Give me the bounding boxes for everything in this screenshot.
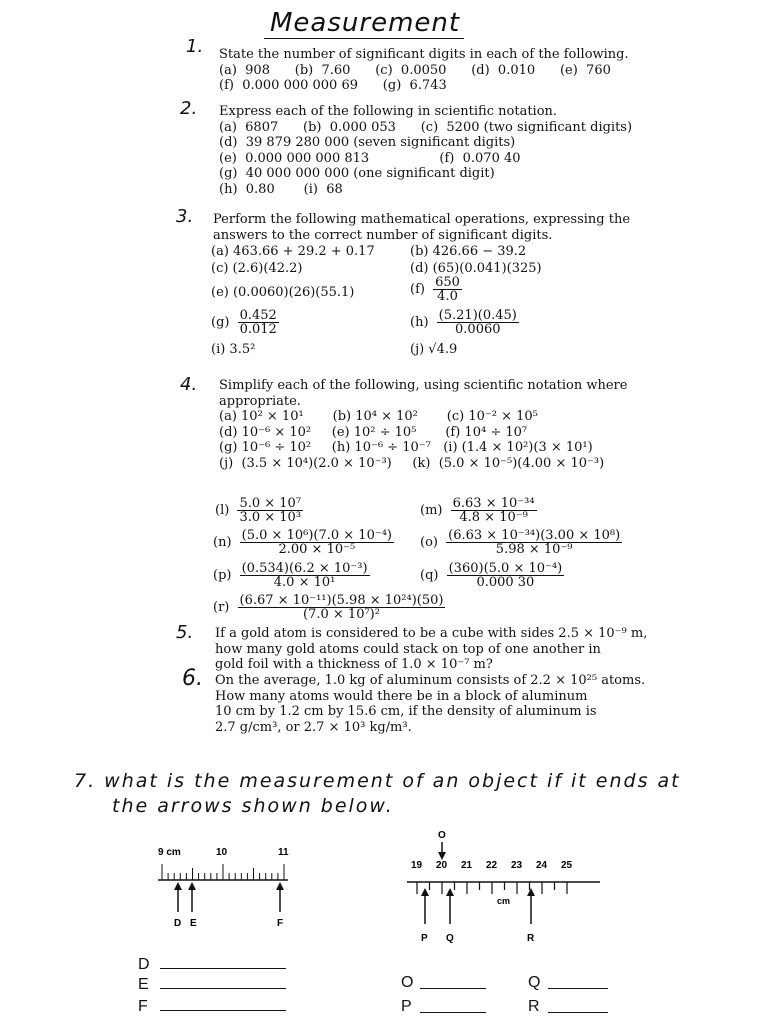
answer-blank-f[interactable] (160, 1010, 286, 1011)
ruler2-arrow-p (421, 888, 429, 924)
q3-item-i: (i) 3.5² (211, 342, 256, 357)
q3-item-j: (j) √4.9 (410, 342, 458, 357)
q2-items-a-c: (a) 6807 (b) 0.000 053 (c) 5200 (two significant digits) (219, 119, 633, 135)
ruler1-letter-d: D (174, 918, 182, 929)
q4-o-fraction: $\frac{\text{(6.63 × 10⁻³⁴)(3.00 × 10⁸)}}{\text{5.98 × 10⁻⁹}}$ (448, 528, 621, 557)
q2-items-h-i: (h) 0.80 (i) 68 (219, 181, 343, 197)
q4-items-d-f: (d) 10⁻⁶ × 10² (e) 10² ÷ 10⁵ (f) 10⁴ ÷ 10⁷ (219, 424, 528, 440)
q1-items-f-g: (f) 0.000 000 000 69 (g) 6.743 (219, 78, 447, 94)
answer-blank-o[interactable] (420, 988, 486, 989)
ruler1-arrow-f (276, 882, 284, 912)
q4-l-fraction: $\frac{\text{5.0 × 10⁷}}{\text{3.0 × 10³}}$ (239, 496, 302, 525)
q5-line3: gold foil with a thickness of 1.0 × 10⁻⁷ m? (215, 657, 493, 673)
q3-item-f: (f) $\frac{650}{4.0}$ (410, 275, 460, 304)
ruler1-label-11: 11 (278, 847, 289, 858)
q3-item-h: (h) $\frac{(5.21)(0.45)}{0.0060}$ (410, 308, 517, 337)
ruler2-letter-p: P (421, 933, 428, 944)
answer-label-e: E (138, 976, 149, 993)
ruler2-tick-label: 19 (411, 860, 423, 871)
q4-item-o: (o) $\frac{\text{(6.63 × 10⁻³⁴)(3.00 × 10⁸)}}{\text{5.98 × 10⁻⁹}}$ (420, 528, 621, 557)
title-underline (264, 38, 464, 39)
ruler1-label-9cm: 9 cm (158, 847, 181, 858)
q5-number: 5. (176, 622, 194, 643)
q5-line2: how many gold atoms could stack on top of one another in (215, 641, 601, 657)
answer-label-d: D (138, 956, 150, 973)
q4-items-j-k: (j) (3.5 × 10⁴)(2.0 × 10⁻³) (k) (5.0 × 10⁻⁵)(4.00 × 10⁻³) (219, 455, 605, 471)
q3-item-b: (b) 426.66 − 39.2 (410, 244, 527, 259)
ruler2-tick-label: 21 (461, 860, 473, 871)
q3-prompt-line2: answers to the correct number of significant digits. (213, 227, 553, 243)
q3-f-fraction: $\frac{650}{4.0}$ (435, 275, 460, 304)
answer-blank-q[interactable] (548, 988, 608, 989)
answer-blank-r[interactable] (548, 1012, 608, 1013)
ruler2-tick-label: 23 (511, 860, 523, 871)
q3-item-g: (g) $\frac{0.452}{0.012}$ (211, 308, 277, 337)
ruler2-tick-label: 25 (561, 860, 573, 871)
answer-label-r: R (528, 998, 540, 1015)
ruler2-ticks (417, 882, 567, 894)
ruler1-arrow-e (188, 882, 196, 912)
question-4 (219, 378, 627, 472)
answer-label-q: Q (528, 974, 541, 991)
q2-prompt: Express each of the following in scientific notation. (219, 104, 558, 119)
ruler2-arrow-r (527, 888, 535, 924)
q4-p-fraction: $\frac{\text{(0.534)(6.2 × 10⁻³)}}{\text{4.0 × 10¹}}$ (241, 561, 368, 590)
question-5 (215, 626, 647, 673)
q3-item-e: (e) (0.0060)(26)(55.1) (211, 285, 355, 300)
q2-item-g: (g) 40 000 000 000 (one significant digit) (219, 166, 495, 182)
ruler2-letter-r: R (527, 933, 535, 944)
q5-line1: If a gold atom is considered to be a cube with sides 2.5 × 10⁻⁹ m, (215, 626, 648, 641)
ruler2-tick-labels (411, 860, 573, 871)
q1-items-a-e: (a) 908 (b) 7.60 (c) 0.0050 (d) 0.010 (e) 760 (219, 62, 611, 78)
answer-label-o: O (401, 974, 414, 991)
q6-line3: 10 cm by 1.2 cm by 15.6 cm, if the density of aluminum is (215, 704, 597, 720)
ruler2-tick-label: 22 (486, 860, 498, 871)
question-2 (219, 104, 632, 198)
ruler2-tick-label: 24 (536, 860, 548, 871)
q4-n-fraction: $\frac{\text{(5.0 × 10⁶)(7.0 × 10⁻⁴)}}{\text{2.00 × 10⁻⁵}}$ (241, 528, 392, 557)
ruler1-arrow-d (174, 882, 182, 912)
q3-g-fraction: $\frac{0.452}{0.012}$ (239, 308, 277, 337)
ruler2-arrow-q (446, 888, 454, 924)
q4-q-fraction: $\frac{\text{(360)(5.0 × 10⁻⁴)}}{0.000 30}$ (448, 561, 563, 590)
q4-item-n: (n) $\frac{\text{(5.0 × 10⁶)(7.0 × 10⁻⁴)}}{\text{2.00 × 10⁻⁵}}$ (213, 528, 392, 557)
ruler1-ticks (162, 864, 284, 880)
ruler2-letter-o: O (438, 830, 446, 841)
q4-r-fraction: $\frac{\text{(6.67 × 10⁻¹¹)(5.98 × 10²⁴)(50)}}{\text{(7.0 × 10⁷)²}}$ (239, 593, 444, 622)
ruler-1-diagram (140, 840, 310, 930)
q7-line1: 7. what is the measurement of an object if it ends at (74, 770, 681, 792)
q3-item-d: (d) (65)(0.041)(325) (410, 261, 542, 276)
q4-items-g-i: (g) 10⁻⁶ ÷ 10² (h) 10⁻⁶ ÷ 10⁻⁷ (i) (1.4 × 10²)(3 × 10¹) (219, 440, 593, 456)
q1-number: 1. (186, 36, 204, 57)
q7-line2: the arrows shown below. (112, 795, 394, 817)
q4-item-m: (m) $\frac{\text{6.63 × 10⁻³⁴}}{\text{4.8 × 10⁻⁹}}$ (420, 496, 535, 525)
answer-label-f: F (138, 998, 148, 1015)
q3-prompt-line1: Perform the following mathematical operations, expressing the (213, 212, 631, 227)
ruler-2-diagram (395, 826, 615, 946)
ruler1-letter-e: E (190, 918, 197, 929)
q1-prompt: State the number of significant digits in each of the following. (219, 47, 629, 62)
ruler1-letter-f: F (277, 918, 284, 929)
q3-item-c: (c) (2.6)(42.2) (211, 261, 303, 276)
ruler2-letter-q: Q (446, 933, 454, 944)
q4-item-p: (p) $\frac{\text{(0.534)(6.2 × 10⁻³)}}{\text{4.0 × 10¹}}$ (213, 561, 368, 590)
page-title: Measurement (270, 8, 461, 38)
q6-number: 6. (182, 666, 203, 691)
q3-item-a: (a) 463.66 + 29.2 + 0.17 (211, 244, 375, 259)
q4-item-q: (q) $\frac{\text{(360)(5.0 × 10⁻⁴)}}{0.000 30}$ (420, 561, 563, 590)
q2-item-d: (d) 39 879 280 000 (seven significant digits) (219, 135, 516, 151)
q6-line1: On the average, 1.0 kg of aluminum consists of 2.2 × 10²⁵ atoms. (215, 673, 646, 688)
q4-item-l: (l) $\frac{\text{5.0 × 10⁷}}{\text{3.0 × 10³}}$ (215, 496, 302, 525)
q4-m-fraction: $\frac{\text{6.63 × 10⁻³⁴}}{\text{4.8 × 10⁻⁹}}$ (452, 496, 535, 525)
answer-label-p: P (401, 998, 412, 1015)
ruler2-tick-label: 20 (436, 860, 448, 871)
q3-number: 3. (176, 206, 194, 227)
q4-prompt-line1: Simplify each of the following, using scientific notation where (219, 378, 628, 393)
answer-blank-p[interactable] (420, 1012, 486, 1013)
q3-h-fraction: $\frac{(5.21)(0.45)}{0.0060}$ (438, 308, 517, 337)
answer-blank-d[interactable] (160, 968, 286, 969)
q4-number: 4. (180, 374, 198, 395)
q6-line4: 2.7 g/cm³, or 2.7 × 10³ kg/m³. (215, 719, 412, 735)
question-1 (219, 47, 629, 94)
question-6 (215, 673, 645, 735)
ruler2-unit: cm (497, 896, 511, 906)
question-3-prompt (213, 212, 630, 243)
q2-items-e-f: (e) 0.000 000 000 813 (f) 0.070 40 (219, 150, 521, 166)
answer-blank-e[interactable] (160, 988, 286, 989)
ruler1-label-10: 10 (216, 847, 228, 858)
q6-line2: How many atoms would there be in a block of aluminum (215, 688, 588, 704)
ruler2-arrow-o (438, 842, 446, 860)
q2-number: 2. (180, 98, 198, 119)
q4-items-a-c: (a) 10² × 10¹ (b) 10⁴ × 10² (c) 10⁻² × 10⁵ (219, 409, 538, 425)
q4-prompt-line2: appropriate. (219, 393, 301, 409)
q4-item-r: (r) $\frac{\text{(6.67 × 10⁻¹¹)(5.98 × 10²⁴)(50)}}{\text{(7.0 × 10⁷)²}}$ (213, 593, 444, 622)
